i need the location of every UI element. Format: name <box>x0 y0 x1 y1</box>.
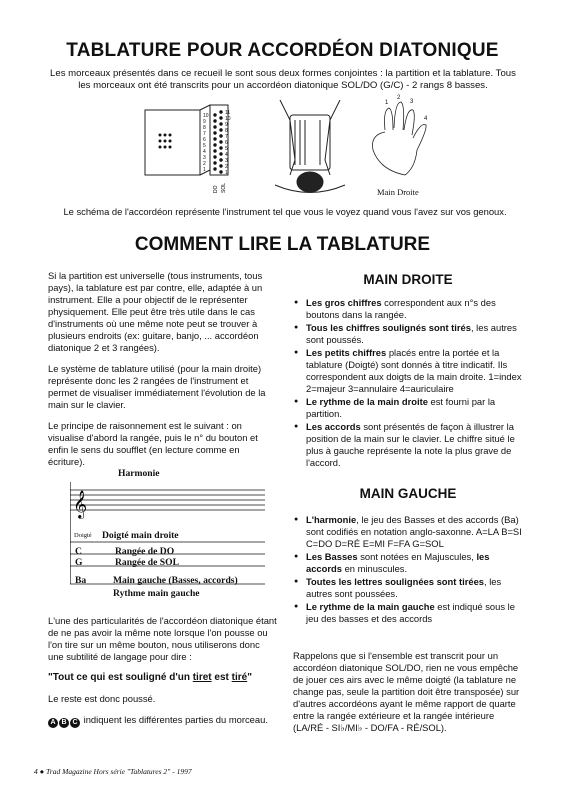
button-number: 8 <box>225 128 228 134</box>
paragraph: Le système de tablature utilisé (pour la main droite) représente donc les 2 rangées de l'instrument et permet de visualiser immédiatement l'évolution de la main sur le clavier. <box>48 363 266 410</box>
button-number: 1 <box>225 170 228 176</box>
paragraph: Le principe de raisonnement est le suivant : on visualise d'abord la rangée, puis le n° du bouton et enfin le sens du soufflet (en lecture comme en écriture). <box>48 420 258 467</box>
finger-number: 1 <box>385 100 389 106</box>
main-droite-list <box>293 297 525 470</box>
right-hand-icon <box>373 102 427 175</box>
treble-button <box>213 125 216 128</box>
button-number: 11 <box>225 110 231 116</box>
figure-caption: Le schéma de l'accordéon représente l'instrument tel que vous le voyez quand vous l'avez sur vos genoux. <box>63 206 507 217</box>
left-column-lower <box>48 615 278 737</box>
treble-button <box>219 152 222 155</box>
row-label-do: DO <box>213 185 219 193</box>
treble-clef-icon: 𝄞 <box>73 490 88 518</box>
accordion-diagram-icon <box>145 105 231 175</box>
treble-button <box>219 116 222 119</box>
row-label-sol: SOL <box>221 182 227 193</box>
treble-button <box>213 143 216 146</box>
row-ba-label: Ba <box>75 575 87 586</box>
paragraph: L'une des particularités de l'accordéon diatonique étant de ne pas avoir la même note lorsque l'on pousse ou l'on tire sur un même bouton, nous utiliserons donc une subtilité de langage pour dire : <box>48 615 277 662</box>
paragraph: Le reste est donc poussé. <box>48 693 156 704</box>
circle-b-icon: B <box>59 718 69 728</box>
button-number: 3 <box>225 158 228 164</box>
treble-button <box>219 128 222 131</box>
list-item: ● Les accords sont présentés de façon à illustrer la position de la main sur le clavier. Le chiffre situé le plus à gauche représente la note la plus grave de l'accord. <box>293 421 525 469</box>
hand-label: Main Droite <box>377 187 419 197</box>
parts-note: A B C indiquent les différentes parties du morceau. <box>48 714 278 728</box>
quote: "Tout ce qui est souligné d'un tiret est tiré" <box>48 672 252 683</box>
harmonie-label: Harmonie <box>118 468 160 479</box>
treble-button <box>213 137 216 140</box>
row-c-text: Rangée de DO <box>115 546 175 557</box>
button-number: 1 <box>203 167 206 173</box>
button-number: 4 <box>203 149 206 155</box>
button-number: 5 <box>225 146 228 152</box>
finger-number: 2 <box>397 95 401 101</box>
treble-button <box>213 155 216 158</box>
rythme-text: Rythme main gauche <box>113 588 200 599</box>
circle-a-icon: A <box>48 718 58 728</box>
button-number: 10 <box>225 116 231 122</box>
intro-text: Les morceaux présentés dans ce recueil le sont sous deux formes conjointes : la partition et la tablature. Tous les morceaux ont été transcrits pour un accordéon diatonique SOL/DO (G/C) - 2 rangs 8 basses. <box>50 68 516 91</box>
circle-c-icon: C <box>70 718 80 728</box>
button-number: 5 <box>203 143 206 149</box>
row-c-label: C <box>75 546 82 557</box>
finger-number: 3 <box>410 99 414 105</box>
rappelons-paragraph: Rappelons que si l'ensemble est transcrit pour un accordéon diatonique SOL/DO, rien ne vous empêche de jouer ces airs avec le même doigté (la tablature ne change pas, seule la partition doit être transposée) sur d'autres accordéons ayant le même rapport de quarte entre la rangée extérieure et la rangée intérieure (LA/RÉ - SI♭/MI♭ - DO/FA - RÉ/SOL). <box>293 650 520 733</box>
list-item: ● Les petits chiffres placés entre la portée et la tablature (Doigté) sont donnés à titre indicatif. Ils correspondent aux doigts de la main droite. 1=index 2=majeur 3=annulaire 4=auriculaire <box>293 347 525 395</box>
treble-button <box>213 119 216 122</box>
treble-button <box>219 146 222 149</box>
player-icon <box>275 100 345 193</box>
main-gauche-heading: MAIN GAUCHE <box>359 486 457 501</box>
list-item: ● Les gros chiffres correspondent aux n°s des boutons dans la rangée. <box>293 297 525 321</box>
button-number: 10 <box>203 113 209 119</box>
button-number: 6 <box>225 140 228 146</box>
list-item: ● Le rythme de la main droite est fourni par la partition. <box>293 396 525 420</box>
button-number: 2 <box>225 164 228 170</box>
treble-button <box>213 113 216 116</box>
button-number: 2 <box>203 161 206 167</box>
left-column <box>48 270 278 477</box>
treble-button <box>213 161 216 164</box>
treble-button <box>219 110 222 113</box>
button-number: 9 <box>225 122 228 128</box>
button-number: 4 <box>225 152 228 158</box>
main-droite-heading: MAIN DROITE <box>363 272 453 287</box>
treble-button <box>219 170 222 173</box>
button-number: 8 <box>203 125 206 131</box>
list-item: ● Tous les chiffres soulignés sont tirés, les autres sont poussés. <box>293 322 525 346</box>
treble-button <box>219 122 222 125</box>
list-item: ● L'harmonie, le jeu des Basses et des accords (Ba) sont codifiés en notation anglo-saxonne. A=LA B=SI C=DO D=RÉ E=MI F=FA G=SOL <box>293 514 525 550</box>
list-item: ● Les Basses sont notées en Majuscules, les accords en minuscules. <box>293 551 525 575</box>
list-item: ● Toutes les lettres soulignées sont tirées, les autres sont poussées. <box>293 576 525 600</box>
button-number: 3 <box>203 155 206 161</box>
page-title: TABLATURE POUR ACCORDÉON DIATONIQUE <box>66 40 499 61</box>
button-number: 7 <box>225 134 228 140</box>
finger-number: 4 <box>424 116 428 122</box>
row-g-label: G <box>75 557 83 568</box>
main-gauche-list <box>293 514 525 626</box>
treble-button <box>213 131 216 134</box>
treble-button <box>213 149 216 152</box>
treble-button <box>213 167 216 170</box>
button-number: 7 <box>203 131 206 137</box>
paragraph: Si la partition est universelle (tous instruments, tous pays), la tablature est par contre, elle, adaptée à un instrument. Elle a pour objectif de le représenter physiquement. Elle peut être très utile dans le cas d'instruments où une même note peut se trouver à plusieurs endroits (ex: guitare, banjo, ... accordéon diatonique 2 et 3 rangées). <box>48 270 263 353</box>
treble-button <box>219 158 222 161</box>
list-item: ● Le rythme de la main gauche est indiqué sous le jeu des basses et des accords <box>293 601 525 625</box>
treble-button <box>219 164 222 167</box>
page-footer: 4 ● Trad Magazine Hors série "Tablatures 2" - 1997 <box>34 767 192 776</box>
section-title: COMMENT LIRE LA TABLATURE <box>134 234 431 255</box>
treble-button <box>219 140 222 143</box>
button-number: 9 <box>203 119 206 125</box>
button-number: 6 <box>203 137 206 143</box>
row-ba-text: Main gauche (Basses, accords) <box>113 575 238 586</box>
doigte-label: Doigté <box>74 532 92 539</box>
row-g-text: Rangée de SOL <box>115 557 179 568</box>
doigte-text: Doigté main droite <box>102 530 179 541</box>
accordion-figure <box>115 90 475 202</box>
treble-button <box>219 134 222 137</box>
